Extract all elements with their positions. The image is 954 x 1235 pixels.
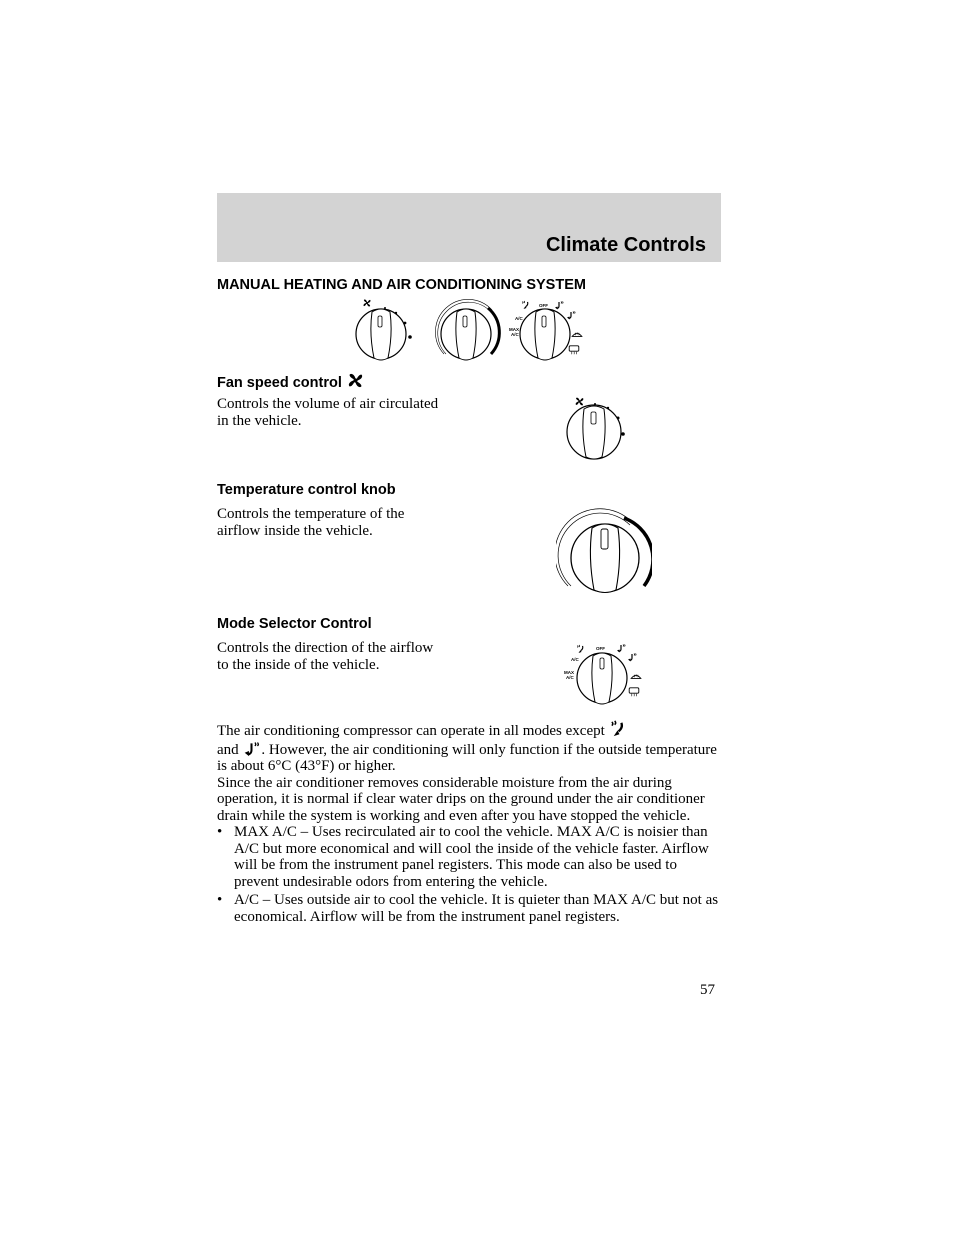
bullet-marker: • bbox=[217, 892, 223, 908]
floor-vent-icon bbox=[242, 740, 261, 757]
fan-speed-heading-text: Fan speed control bbox=[217, 375, 342, 391]
p1-and: and bbox=[217, 741, 239, 758]
fan-text-line-2: in the vehicle. bbox=[217, 412, 302, 429]
mode-off-label: OFF bbox=[596, 646, 605, 651]
mode-max-label: MAX bbox=[564, 670, 574, 675]
overview-fan-knob bbox=[356, 300, 412, 360]
section-title: MANUAL HEATING AND AIR CONDITIONING SYSTEM bbox=[217, 277, 586, 293]
temperature-heading: Temperature control knob bbox=[217, 482, 396, 498]
defrost-icon bbox=[631, 674, 641, 678]
floor-defrost-icon bbox=[628, 654, 636, 662]
mode-selector-description bbox=[217, 640, 433, 673]
temperature-text-line-2: airflow inside the vehicle. bbox=[217, 522, 373, 539]
defrost-icon bbox=[572, 332, 582, 336]
chapter-header-band bbox=[217, 193, 721, 262]
mode-text-line-2: to the inside of the vehicle. bbox=[217, 656, 380, 673]
fan-icon bbox=[576, 398, 584, 406]
bullet-marker: • bbox=[217, 824, 223, 840]
p1-part1: The air conditioning compressor can operate in all modes except bbox=[217, 723, 605, 739]
temperature-description bbox=[217, 506, 404, 539]
fan-text-line-1: Controls the volume of air circulated bbox=[217, 396, 439, 412]
mode-max-label-2: A/C bbox=[566, 675, 574, 680]
fan-icon bbox=[346, 371, 365, 390]
bullet-item-max-ac bbox=[217, 824, 723, 890]
bullet-text: MAX A/C – Uses recirculated air to cool the vehicle. MAX A/C is noisier than A/C but more economical and will cool the inside of the vehicle faster. Airflow will be from the instrument panel registers. This mode can also be used to prevent undesirable odors from entering the vehicle. bbox=[234, 824, 709, 890]
panel-vent-icon bbox=[609, 719, 628, 738]
bullet-item-ac bbox=[217, 892, 723, 925]
rear-defrost-icon bbox=[569, 346, 579, 354]
fan-knob-illustration bbox=[562, 394, 634, 462]
floor-defrost-icon bbox=[567, 312, 575, 320]
mode-selector-heading: Mode Selector Control bbox=[217, 616, 372, 632]
panel-vent-icon bbox=[523, 301, 528, 309]
moisture-paragraph: Since the air conditioner removes considerable moisture from the air during operation, it is normal if clear water drips on the ground under the air conditioner drain while the system is working and even after you have stopped the vehicle. bbox=[217, 774, 705, 824]
mode-knob-illustration bbox=[560, 640, 646, 706]
temperature-text-line-1: Controls the temperature of the bbox=[217, 506, 405, 522]
body-text bbox=[217, 719, 723, 925]
temperature-knob-illustration bbox=[556, 508, 652, 596]
fan-speed-heading bbox=[217, 371, 365, 391]
p1-part2: . However, the air conditioning will only function if the outside temperature is about 6°C (43°F) or higher. bbox=[217, 741, 717, 774]
rear-defrost-icon bbox=[629, 688, 639, 696]
fan-icon bbox=[364, 300, 371, 307]
floor-vent-icon bbox=[617, 645, 625, 653]
mode-ac-label: A/C bbox=[571, 657, 579, 662]
floor-vent-icon bbox=[555, 302, 563, 310]
mode-text-line-1: Controls the direction of the airflow bbox=[217, 640, 434, 656]
bullet-text: A/C – Uses outside air to cool the vehicle. It is quieter than MAX A/C but not as economical. Airflow will be from the instrument panel registers. bbox=[234, 892, 719, 925]
fan-speed-description bbox=[217, 396, 438, 429]
overview-knobs-illustration bbox=[348, 298, 594, 366]
overview-mode-knob bbox=[509, 301, 582, 360]
overview-temperature-knob bbox=[435, 299, 499, 360]
panel-vent-icon bbox=[578, 645, 583, 653]
mode-max-label: MAX bbox=[509, 327, 519, 332]
mode-ac-label: A/C bbox=[515, 316, 523, 321]
page-number: 57 bbox=[700, 982, 715, 998]
mode-max-label-2: A/C bbox=[511, 332, 519, 337]
ac-compressor-paragraph bbox=[217, 719, 723, 775]
chapter-title: Climate Controls bbox=[545, 234, 706, 256]
mode-off-label: OFF bbox=[539, 303, 548, 308]
